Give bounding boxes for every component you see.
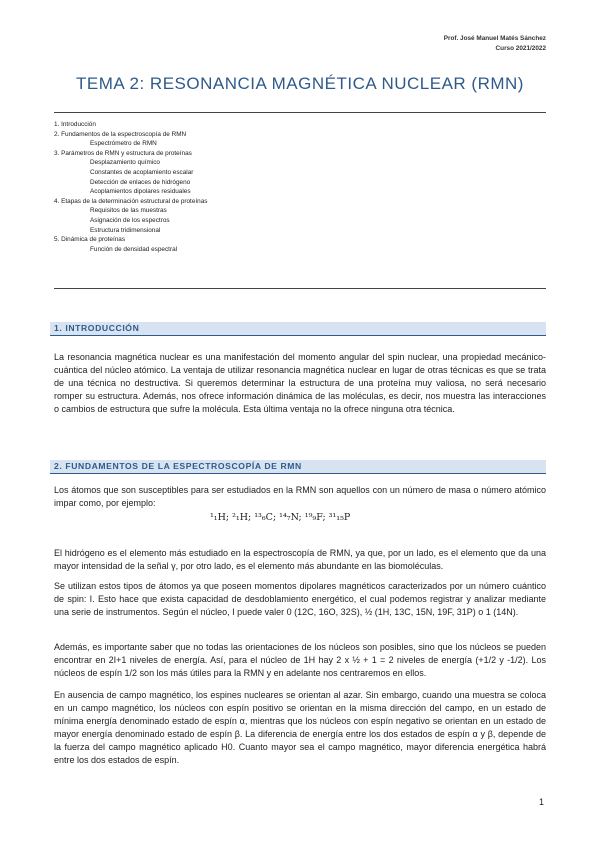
isotope-formula: ¹₁H; ²₁H; ¹³₆C; ¹⁴₇N; ¹⁹₉F; ³¹₁₅P <box>210 512 351 523</box>
toc-subitem: Constantes de acoplamiento escalar <box>90 168 194 176</box>
toc-divider <box>54 288 546 289</box>
header-meta <box>444 34 546 54</box>
paragraph-intro: La resonancia magnética nuclear es una manifestación del momento angular del spin nuclear, una propiedad mecánico-cuántica del núcleo atómico. La ventaja de utilizar resonancia magnética nuclear en lugar de otras técnicas es que se trata de una técnica no destructiva. Si queremos determinar la estructura de una proteína muy valiosa, no será necesario romper su estructura. Además, nos ofrece información dinámica de las moléculas, es decir, nos muestra las interacciones o cambios de estructura que sufre la molécula. Esta última ventaja no la ofrece ninguna otra técnica. <box>54 352 546 414</box>
table-of-contents <box>54 120 207 254</box>
paragraph-tipos-text: Se utilizan estos tipos de átomos ya que poseen momentos dipolares magnéticos caracterizados por un número cuántico de spin: I. Esto hace que exista capacidad de desdoblamiento energético, el cual podemos registrar y analizar mediante una serie de instrumentos. Según el núcleo, I puede valer 0 ( <box>54 581 546 617</box>
title-divider <box>54 112 546 113</box>
paragraph-tipos <box>54 580 546 619</box>
toc-item: 3. Parámetros de RMN y estructura de proteínas <box>54 149 192 157</box>
paragraph-campo: En ausencia de campo magnético, los espines nucleares se orientan al azar. Sin embargo, cuando una muestra se coloca en un campo magnético, los núcleos con espín positivo se orientan en la misma dirección del campo, en un estado de mínima energía denominado estado de espín α, mientras que los núcleos con espín negativo se orientan en un estado de mayor energía denominado estado de espín β. La diferencia de energía entre los dos estados de espín α y β, depende de la fuerza del campo magnético aplicado H0. Cuanto mayor sea el campo magnético, mayor diferencia energética habrá entre los dos estados de espín. <box>54 690 546 765</box>
author-name: Prof. José Manuel Matés Sánchez <box>443 35 546 42</box>
page-number: 1 <box>538 797 544 807</box>
toc-subitem: Función de densidad espectral <box>90 245 178 253</box>
toc-subitem: Acoplamientos dipolares residuales <box>90 188 191 196</box>
paragraph-atomos: Los átomos que son susceptibles para ser estudiados en la RMN son aquellos con un número de masa o número atómico impar como, por ejemplo: <box>54 485 546 508</box>
toc-subitem: Estructura tridimensional <box>90 226 161 234</box>
toc-subitem: Desplazamiento químico <box>90 159 160 167</box>
toc-subitem: Requisitos de las muestras <box>90 207 167 215</box>
toc-subitem: Detección de enlaces de hidrógeno <box>90 178 191 186</box>
section-heading-text: 2. FUNDAMENTOS DE LA ESPECTROSCOPÍA DE RMN <box>54 461 302 471</box>
toc-subitem: Espectrómetro de RMN <box>90 140 157 148</box>
toc-item: 5. Dinámica de proteínas <box>54 236 126 244</box>
course-year: Curso 2021/2022 <box>495 45 546 52</box>
section-heading-introduccion <box>50 322 546 336</box>
toc-subitem: Asignación de los espectros <box>90 216 170 224</box>
section-heading-fundamentos <box>50 460 546 474</box>
document-title: TEMA 2: RESONANCIA MAGNÉTICA NUCLEAR (RMN) <box>76 74 524 93</box>
toc-item: 2. Fundamentos de la espectroscopía de RMN <box>54 130 187 138</box>
paragraph-tipos-values: 12C, 16O, 32S), ½ (1H, 13C, 15N, 19F, 31P) o 1 (14N). <box>297 607 519 617</box>
paragraph-orientaciones: Además, es importante saber que no todas las orientaciones de los núcleos son posibles, sino que los núcleos se pueden encontrar en 2I+1 niveles de energía. Así, para el núcleo de 1H hay 2 x ½ + 1 = 2 niveles de energía (+1/2 y -1/2). Los núcleos de espín 1/2 son los más útiles para la RMN y en adelante nos centraremos en ellos. <box>54 642 546 678</box>
toc-item: 4. Etapas de la determinación estructural de proteínas <box>54 197 208 205</box>
paragraph-hidrogeno: El hidrógeno es el elemento más estudiado en la espectroscopía de RMN, ya que, por un lado, es el elemento que da una mayor intensidad de la señal γ, por otro lado, es el elemento más abundante en las biomoléculas. <box>54 548 546 571</box>
section-heading-text: 1. INTRODUCCIÓN <box>54 323 140 333</box>
toc-item: 1. Introducción <box>54 121 96 128</box>
